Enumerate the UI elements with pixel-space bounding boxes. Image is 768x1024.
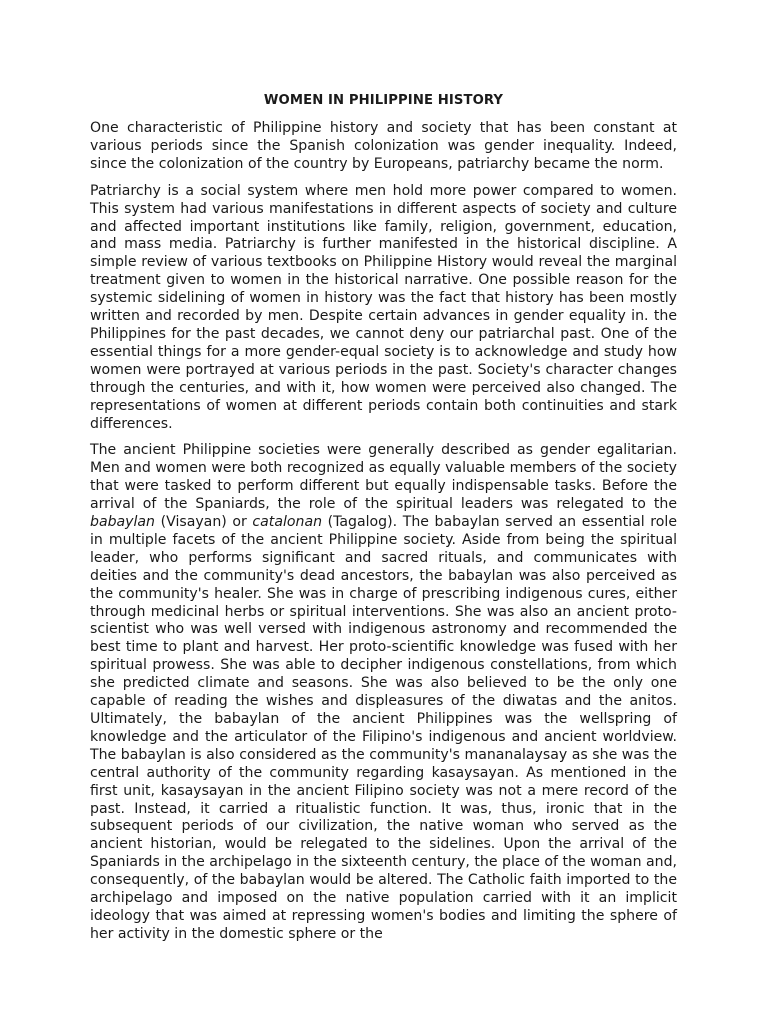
document-page bbox=[90, 92, 677, 953]
paragraph-babaylan-text-1: The ancient Philippine societies were generally described as gender egalitarian. Men and women were both recognized as equally valuable members of the society that were tasked to perform different but equally indispensable tasks. Before the arrival of the Spaniards, the role of the spiritual leaders was relegated to the bbox=[90, 442, 677, 513]
paragraph-babaylan-text-2: (Visayan) or bbox=[155, 514, 253, 531]
paragraph-patriarchy: Patriarchy is a social system where men hold more power compared to women. This system had various manifestations in different aspects of society and culture and affected important institutions like family, religion, government, education, and mass media. Patriarchy is further manifested in the historical discipline. A simple review of various textbooks on Philippine History would reveal the marginal treatment given to women in the historical narrative. One possible reason for the systemic sidelining of women in history was the fact that history has been mostly written and recorded by men. Despite certain advances in gender equality in. the Philippines for the past decades, we cannot deny our patriarchal past. One of the essential things for a more gender-equal society is to acknowledge and study how women were portrayed at various periods in the past. Society's character changes through the centuries, and with it, how women were perceived also changed. The representations of women at different periods contain both continuities and stark differences. bbox=[90, 182, 677, 432]
term-babaylan: babaylan bbox=[90, 514, 155, 531]
term-catalonan: catalonan bbox=[252, 514, 323, 531]
paragraph-babaylan bbox=[90, 442, 677, 943]
paragraph-intro: One characteristic of Philippine history and society that has been constant at various periods since the Spanish colonization was gender inequality. Indeed, since the colonization of the country by Europeans, patriarchy became the norm. bbox=[90, 120, 677, 172]
document-title: WOMEN IN PHILIPPINE HISTORY bbox=[263, 93, 504, 108]
paragraph-babaylan-text-3: (Tagalog). The babaylan served an essential role in multiple facets of the ancient Philippine society. Aside from being the spiritual leader, who performs significant and sacred rituals, and communicates with deities and the community's dead ancestors, the babaylan was also perceived as the community's healer. She was in charge of prescribing indigenous cures, either through medicinal herbs or spiritual interventions. She was also an ancient proto-scientist who was well versed with indigenous astronomy and recommended the best time to plant and harvest. Her proto-scientific knowledge was fused with her spiritual prowess. She was able to decipher indigenous constellations, from which she predicted climate and seasons. She was also believed to be the only one capable of reading the wishes and displeasures of the diwatas and the anitos. Ultimately, the babaylan of the ancient Philippines was the wellspring of knowledge and the articulator of the Filipino's indigenous and ancient worldview. The babaylan is also considered as the community's mananalaysay as she was the central authority of the community regarding kasaysayan. As mentioned in the first unit, kasaysayan in the ancient Filipino society was not a mere record of the past. Instead, it carried a ritualistic function. It was, thus, ironic that in the subsequent periods of our civilization, the native woman who served as the ancient historian, would be relegated to the sidelines. Upon the arrival of the Spaniards in the archipelago in the sixteenth century, the place of the woman and, consequently, of the babaylan would be altered. The Catholic faith imported to the archipelago and imposed on the native population carried with it an implicit ideology that was aimed at repressing women's bodies and limiting the sphere of her activity in the domestic sphere or the bbox=[90, 514, 677, 942]
